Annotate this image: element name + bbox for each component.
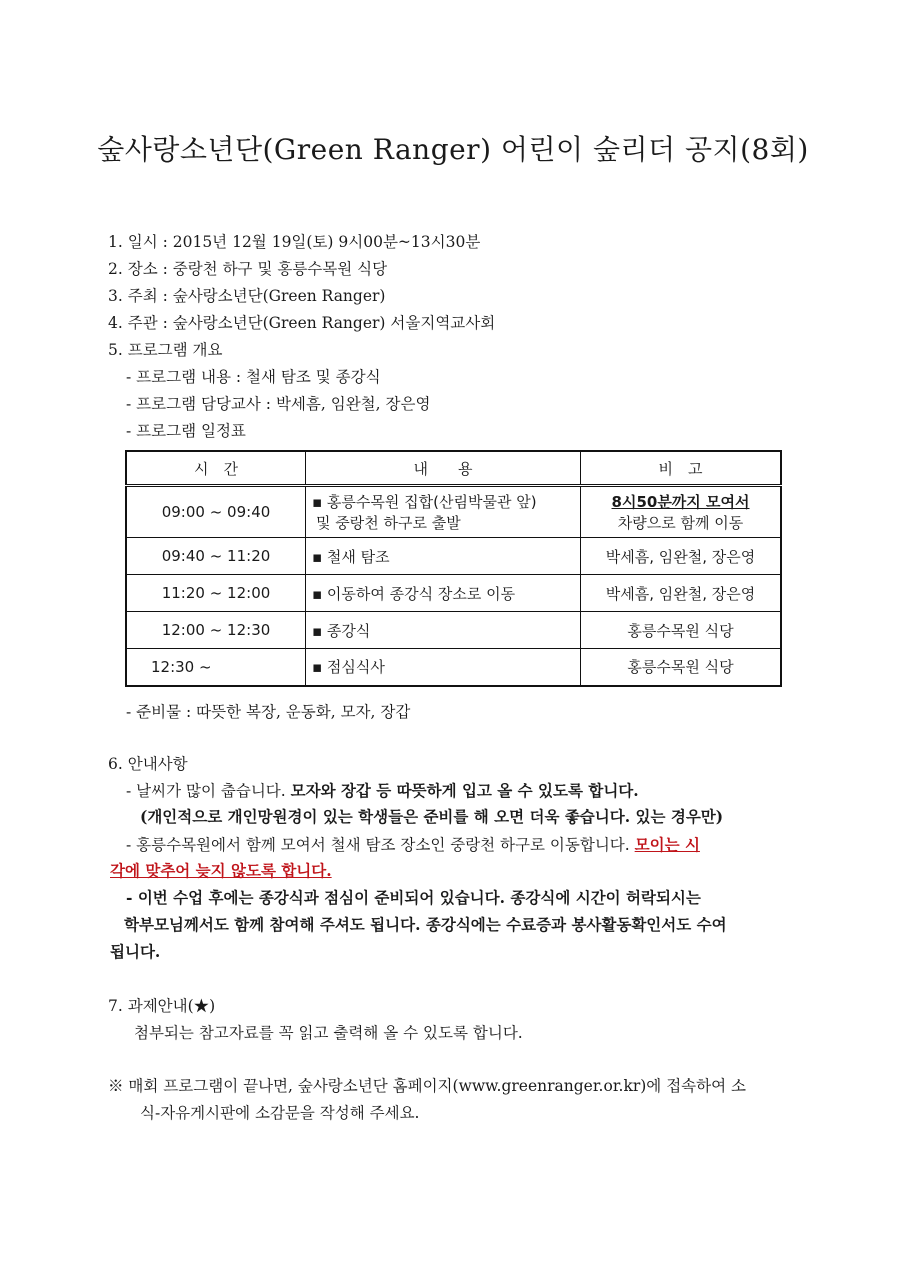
row-content: ▪ 이동하여 종강식 장소로 이동	[306, 575, 581, 612]
program-teachers: - 프로그램 담당교사 : 박세흠, 임완철, 장은영	[126, 395, 431, 413]
schedule-table	[125, 450, 782, 687]
row-content: ▪ 종강식	[306, 612, 581, 649]
row-note: 홍릉수목원 식당	[581, 612, 782, 649]
program-schedule-label: - 프로그램 일정표	[126, 422, 246, 440]
row-time: 12:00 ~ 12:30	[126, 612, 306, 649]
row-note-emphasis: 8시50분까지 모여서	[611, 493, 750, 511]
assignment-heading: 7. 과제안내(★)	[108, 997, 216, 1015]
notice-meeting-warning-cont	[110, 859, 332, 881]
row-content-line: 및 중랑천 하구로 출발	[316, 514, 461, 532]
row-content	[306, 486, 581, 538]
header-content: 내 용	[306, 451, 581, 486]
row-time: 12:30 ~	[126, 649, 306, 686]
row-time: 09:40 ~ 11:20	[126, 538, 306, 575]
table-row	[126, 486, 781, 538]
info-organizer: 4. 주관 : 숲사랑소년단(Green Ranger) 서울지역교사회	[108, 314, 496, 332]
footer-note: ※ 매회 프로그램이 끝나면, 숲사랑소년단 홈페이지(www.greenranger.or.kr)에 접속하여 소	[108, 1077, 746, 1095]
row-note: 박세흠, 임완철, 장은영	[581, 575, 782, 612]
row-note: 홍릉수목원 식당	[581, 649, 782, 686]
header-time: 시 간	[126, 451, 306, 486]
row-time: 11:20 ~ 12:00	[126, 575, 306, 612]
notice-heading: 6. 안내사항	[108, 755, 188, 773]
document-title: 숲사랑소년단(Green Ranger) 어린이 숲리더 공지(8회)	[97, 133, 809, 166]
notice-closing-ceremony: - 이번 수업 후에는 종강식과 점심이 준비되어 있습니다. 종강식에 시간이 허락되시는	[126, 888, 701, 907]
notice-weather-text: - 날씨가 많이 춥습니다.	[126, 782, 291, 800]
info-program-heading: 5. 프로그램 개요	[108, 341, 223, 359]
row-content: ▪ 철새 탐조	[306, 538, 581, 575]
assignment-text: 첨부되는 참고자료를 꼭 읽고 출력해 올 수 있도록 합니다.	[134, 1024, 523, 1042]
row-note	[581, 486, 782, 538]
footer-note-cont: 식-자유게시판에 소감문을 작성해 주세요.	[140, 1104, 420, 1122]
row-time: 09:00 ~ 09:40	[126, 486, 306, 538]
row-note: 박세흠, 임완철, 장은영	[581, 538, 782, 575]
prep-items: - 준비물 : 따뜻한 복장, 운동화, 모자, 장갑	[126, 703, 411, 721]
notice-weather-emphasis: 모자와 장갑 등 따뜻하게 입고 올 수 있도록 합니다.	[290, 781, 639, 800]
info-date: 1. 일시 : 2015년 12월 19일(토) 9시00분~13시30분	[108, 233, 481, 251]
schedule-header-row	[126, 451, 781, 486]
table-row	[126, 649, 781, 686]
row-note-line: 차량으로 함께 이동	[617, 514, 744, 532]
row-content-line: ▪ 홍릉수목원 집합(산림박물관 앞)	[312, 493, 537, 511]
notice-weather	[126, 779, 639, 801]
notice-meeting-warning: 모이는 시	[634, 835, 700, 854]
info-host: 3. 주최 : 숲사랑소년단(Green Ranger)	[108, 287, 386, 305]
notice-closing-ceremony-2: 학부모님께서도 함께 참여해 주셔도 됩니다. 종강식에는 수료증과 봉사활동확인서도 수여	[124, 915, 727, 934]
row-content: ▪ 점심식사	[306, 649, 581, 686]
header-note: 비 고	[581, 451, 782, 486]
notice-meeting	[126, 833, 700, 855]
info-place: 2. 장소 : 중랑천 하구 및 홍릉수목원 식당	[108, 260, 388, 278]
program-content: - 프로그램 내용 : 철새 탐조 및 종강식	[126, 368, 381, 386]
notice-closing-ceremony-3: 됩니다.	[110, 942, 161, 961]
table-row	[126, 575, 781, 612]
table-row	[126, 538, 781, 575]
notice-meeting-text: - 홍릉수목원에서 함께 모여서 철새 탐조 장소인 중랑천 하구로 이동합니다.	[126, 836, 630, 854]
table-row	[126, 612, 781, 649]
notice-binoculars: (개인적으로 개인망원경이 있는 학생들은 준비를 해 오면 더욱 좋습니다. 있는 경우만)	[140, 807, 724, 826]
notice-meeting-warning-2: 각에 맞추어 늦지 않도록 합니다.	[110, 861, 332, 880]
